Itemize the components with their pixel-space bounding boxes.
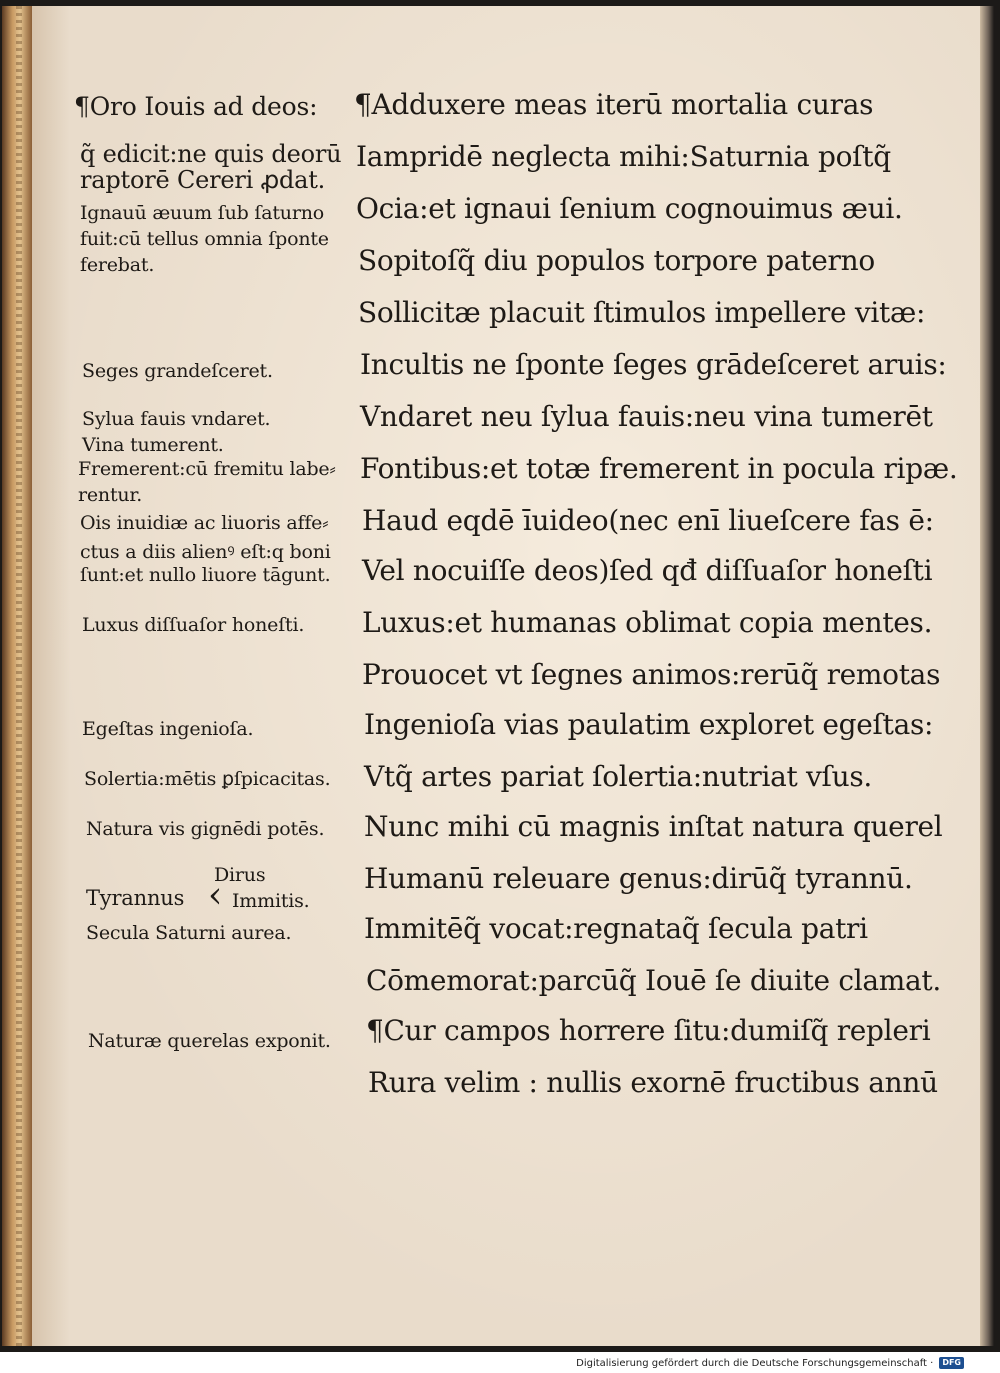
gloss-line: Solertia:mētis ꝑſpicacitas.: [84, 768, 331, 790]
verse-line: Ingenioſa vias paulatim exploret egeſtas:: [364, 708, 934, 741]
credit-text: Digitalisierung gefördert durch die Deutsche Forschungsgemeinschaft ·: [576, 1357, 934, 1369]
gloss-line: Vina tumerent.: [82, 434, 224, 456]
gloss-line: Egeſtas ingenioſa.: [82, 718, 254, 740]
gloss-line: Natura vis gignēdi potēs.: [86, 818, 325, 840]
gloss-line: Fremerent:cū fremitu labe⸗: [78, 458, 336, 480]
gloss-line: q̃ edicit:ne quis deorū: [80, 140, 342, 168]
gloss-line: Naturæ querelas exponit.: [88, 1030, 331, 1052]
verse-line: Rura velim : nullis exornē fructibus annū: [368, 1066, 938, 1099]
gloss-line: Sylua fauis vndaret.: [82, 408, 271, 430]
digitization-credit: [576, 1356, 964, 1370]
gloss-line: Secula Saturni aurea.: [86, 922, 292, 944]
verse-line: Vndaret neu ſylua fauis:neu vina tumerēt: [360, 400, 933, 433]
book-spine: [2, 6, 32, 1346]
gloss-line: Tyrannus: [86, 886, 185, 910]
gloss-line: Ignauū æuum ſub ſaturno: [80, 202, 324, 224]
gloss-line: Dirus: [214, 864, 266, 886]
verse-line: Iampridē neglecta mihi:Saturnia poſtq̃: [356, 140, 891, 173]
gloss-line: fuit:cū tellus omnia ſponte: [80, 228, 329, 250]
verse-line: Sollicitæ placuit ſtimulos impellere vitæ:: [358, 296, 926, 329]
verse-line: Immitēq̃ vocat:regnataq̃ ſecula patri: [364, 912, 868, 945]
page-edge: [980, 6, 994, 1346]
verse-line: Fontibus:et totæ fremerent in pocula ripæ.: [360, 452, 958, 485]
verse-line: Vel nocuiſſe deos)ſed qđ diſſuaſor honeſti: [362, 554, 933, 587]
verse-line: Prouocet vt ſegnes animos:rerūq̃ remotas: [362, 658, 941, 691]
gloss-line: ctus a diis alienꝰ eſt:q boni: [80, 541, 331, 563]
verse-line: Sopitoſq̃ diu populos torpore paterno: [358, 244, 875, 277]
gloss-line: Seges grandeſceret.: [82, 360, 273, 382]
gloss-line: ferebat.: [80, 254, 155, 276]
verse-line: Haud eqdē īuideo(nec enī liueſcere fas ē:: [362, 504, 934, 537]
book-page: [32, 6, 980, 1346]
gloss-line: Ois inuidiæ ac liuoris affe⸗: [80, 512, 329, 534]
gloss-line: rentur.: [78, 484, 143, 506]
verse-line: Humanū releuare genus:dirūq̃ tyrannū.: [364, 862, 913, 895]
gloss-line: Luxus diſſuaſor honeſti.: [82, 614, 305, 636]
verse-line: Ocia:et ignaui ſenium cognouimus æui.: [356, 192, 903, 225]
gloss-line: ſunt:et nullo liuore tāgunt.: [80, 564, 331, 586]
verse-line: Nunc mihi cū magnis inſtat natura querel: [364, 810, 943, 843]
verse-line: Incultis ne ſponte ſeges grādeſceret aruis:: [360, 348, 947, 381]
verse-line: Cōmemorat:parcūq̃ Iouē ſe diuite clamat.: [366, 964, 941, 997]
verse-line: Luxus:et humanas oblimat copia mentes.: [362, 606, 933, 639]
verse-line: Vtq̃ artes pariat ſolertia:nutriat vſus.: [364, 760, 873, 793]
brace-icon: ‹: [208, 875, 223, 916]
gloss-line: Immitis.: [232, 890, 310, 912]
gloss-line: ¶Oro Iouis ad deos:: [74, 92, 318, 121]
gloss-line: raptorē Cereri ꝓdat.: [80, 166, 326, 194]
verse-line: ¶Adduxere meas iterū mortalia curas: [354, 88, 874, 121]
dfg-logo: DFG: [939, 1357, 964, 1369]
verse-line: ¶Cur campos horrere ſitu:dumiſq̃ repleri: [366, 1014, 931, 1047]
